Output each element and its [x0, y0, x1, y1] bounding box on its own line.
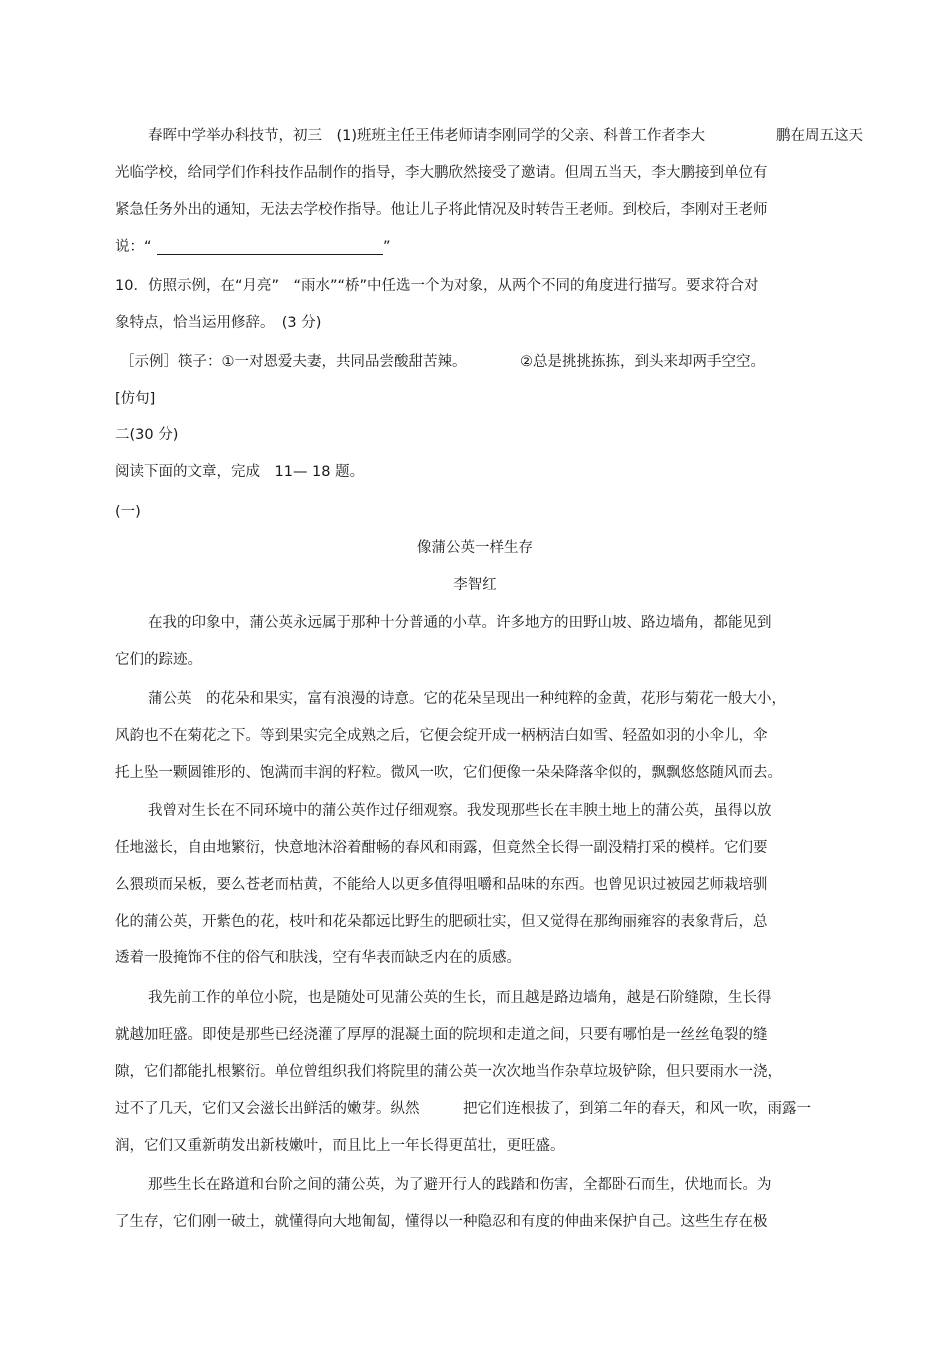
- p2-line-2: 风韵也不在菊花之下。等到果实完全成熟之后，它便会绽开成一柄柄洁白如雪、轻盈如羽的小伞儿，伞: [115, 728, 768, 744]
- article-title: 像蒲公英一样生存: [417, 540, 533, 556]
- part-label: (一): [115, 504, 141, 520]
- q10-example-b: ②总是挑挑拣拣，到头来却两手空空。: [520, 354, 765, 370]
- q9-line-2: 光临学校，给同学们作科技作品制作的指导，李大鹏欣然接受了邀请。但周五当天，李大鹏接到单位有: [115, 165, 768, 181]
- p4-line-2: 就越加旺盛。即使是那些已经浇灌了厚厚的混凝土面的院坝和走道之间，只要有哪怕是一丝丝龟裂的缝: [115, 1027, 768, 1043]
- q9-line-1a: 春晖中学举办科技节，初三 (1)班班主任王伟老师请李刚同学的父亲、科普工作者李大: [148, 128, 706, 144]
- p4-line-1: 我先前工作的单位小院，也是随处可见蒲公英的生长，而且越是路边墙角，越是石阶缝隙，生长得: [148, 990, 772, 1006]
- reading-instruction: 阅读下面的文章，完成 11— 18 题。: [115, 464, 365, 480]
- p3-line-1: 我曾对生长在不同环境中的蒲公英作过仔细观察。我发现那些长在丰腴土地上的蒲公英，虽得以放: [148, 803, 772, 819]
- p3-line-3: 么猥琐而呆板，要么苍老而枯黄，不能给人以更多值得咀嚼和品味的东西。也曾见识过被园艺师栽培驯: [115, 877, 768, 893]
- q10-answer-label: [仿句]: [115, 391, 156, 407]
- p4-line-3: 隙，它们都能扎根繁衍。单位曾组织我们将院里的蒲公英一次次地当作杂草垃圾铲除，但只要雨水一浇，: [115, 1064, 782, 1080]
- p2-line-3: 托上坠一颗圆锥形的、饱满而丰润的籽粒。微风一吹，它们便像一朵朵降落伞似的，飘飘悠悠随风而去。: [115, 765, 782, 781]
- p3-line-4: 化的蒲公英，开紫色的花，枝叶和花朵都远比野生的肥硕壮实，但又觉得在那绚丽雍容的表象背后，总: [115, 914, 768, 930]
- p2-line-1: 蒲公英 的花朵和果实，富有浪漫的诗意。它的花朵呈现出一种纯粹的金黄，花形与菊花一般大小，: [148, 691, 786, 707]
- q10-line-2: 象特点，恰当运用修辞。 (3 分): [115, 315, 322, 331]
- q10-line-1: 10．仿照示例，在“月亮” “雨水”“桥”中任选一个为对象，从两个不同的角度进行描写。要求符合对: [115, 278, 759, 294]
- p4-line-4: 过不了几天，它们又会滋长出鲜活的嫩芽。纵然 把它们连根拔了，到第二年的春天，和风一吹，雨露一: [115, 1101, 811, 1117]
- p1-line-2: 它们的踪迹。: [115, 652, 202, 668]
- p5-line-2: 了生存，它们刚一破土，就懂得向大地匍匐，懂得以一种隐忍和有度的伸曲来保护自己。这些生存在极: [115, 1214, 768, 1230]
- p1-line-1: 在我的印象中，蒲公英永远属于那种十分普通的小草。许多地方的田野山坡、路边墙角，都能见到: [148, 615, 772, 631]
- p4-line-5: 润，它们又重新萌发出新枝嫩叶，而且比上一年长得更茁壮，更旺盛。: [115, 1138, 565, 1154]
- q9-line-4b: ”: [383, 239, 391, 255]
- q9-line-3: 紧急任务外出的通知，无法去学校作指导。他让儿子将此情况及时转告王老师。到校后，李刚对王老师: [115, 202, 768, 218]
- p5-line-1: 那些生长在路道和台阶之间的蒲公英，为了避开行人的践踏和伤害，全都卧石而生，伏地而长。为: [148, 1177, 772, 1193]
- q10-example-a: ［示例］筷子：①一对恩爱夫妻，共同品尝酸甜苦辣。: [120, 354, 467, 370]
- p3-line-5: 透着一股掩饰不住的俗气和肤浅，空有华表而缺乏内在的质感。: [115, 950, 521, 966]
- p3-line-2: 任地滋长，自由地繁衍，快意地沐浴着酣畅的春风和雨露，但竟然全长得一副没精打采的模样。它们要: [115, 840, 768, 856]
- answer-blank[interactable]: [157, 254, 383, 255]
- q9-line-1b: 鹏在周五这天: [776, 128, 863, 144]
- q9-line-4a: 说：“: [115, 239, 152, 255]
- section-heading: 二(30 分): [115, 427, 179, 443]
- article-author: 李智红: [453, 577, 497, 593]
